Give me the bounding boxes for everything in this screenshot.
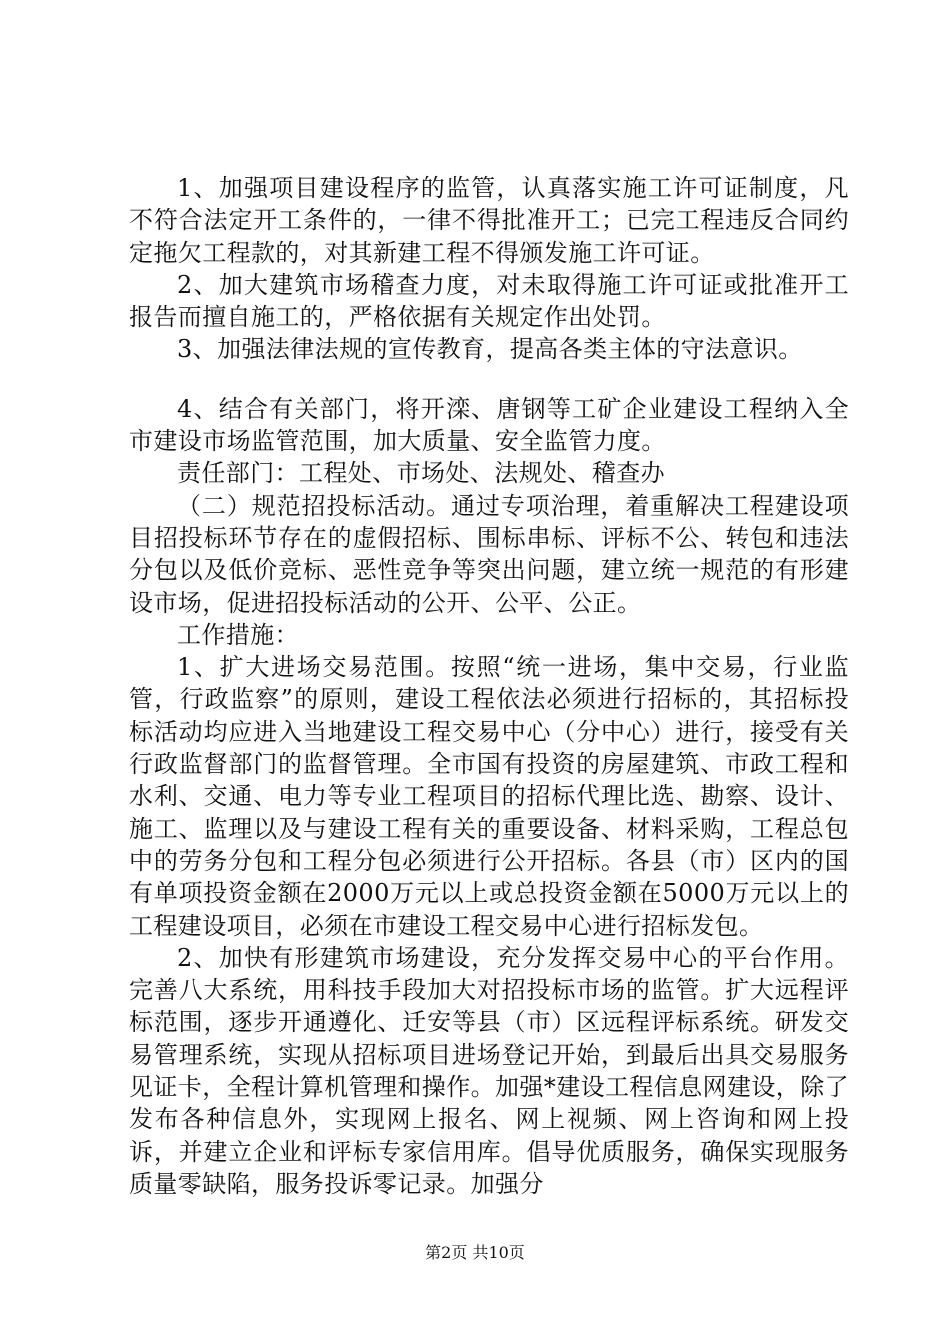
page-footer: 第2页 共10页 bbox=[425, 1243, 525, 1262]
paragraph-measure-2: 2、加大建筑市场稽查力度，对未取得施工许可证或批准开工报告而擅自施工的，严格依据有关规定作出处罚。 bbox=[129, 270, 849, 332]
paragraph-section-2: （二）规范招投标活动。通过专项治理，着重解决工程建设项目招投标环节存在的虚假招标、围标串标、评标不公、转包和违法分包以及低价竞标、恶性竞争等突出问题，建立统一规范的有形建设市场，促进招投标活动的公开、公平、公正。 bbox=[129, 491, 849, 617]
paragraph-work-measure-1: 1、扩大进场交易范围。按照“统一进场，集中交易，行业监管，行政监察”的原则，建设工程依法必须进行招标的，其招标投标活动均应进入当地建设工程交易中心（分中心）进行，接受有关行政监督部门的监督管理。全市国有投资的房屋建筑、市政工程和水利、交通、电力等专业工程项目的招标代理比选、勘察、设计、施工、监理以及与建设工程有关的重要设备、材料采购，工程总包中的劳务分包和工程分包必须进行公开招标。各县（市）区内的国有单项投资金额在2000万元以上或总投资金额在5000万元以上的工程建设项目，必须在市建设工程交易中心进行招标发包。 bbox=[129, 653, 849, 940]
paragraph-work-measure-2: 2、加快有形建筑市场建设，充分发挥交易中心的平台作用。完善八大系统，用科技手段加大对招投标市场的监管。扩大远程评标范围，逐步开通遵化、迁安等县（市）区远程评标系统。研发交易管理系统，实现从招标项目进场登记开始，到最后出具交易服务见证卡，全程计算机管理和操作。加强*建设工程信息网建设，除了发布各种信息外，实现网上报名、网上视频、网上咨询和网上投诉，并建立企业和评标专家信用库。倡导优质服务，确保实现服务质量零缺陷，服务投诉零记录。加强分 bbox=[129, 943, 849, 1198]
paragraph-responsible-departments: 责任部门：工程处、市场处、法规处、稽查办 bbox=[177, 459, 665, 488]
paragraph-measure-1: 1、加强项目建设程序的监管，认真落实施工许可证制度，凡不符合法定开工条件的，一律不得批准开工；已完工程违反合同约定拖欠工程款的，对其新建工程不得颁发施工许可证。 bbox=[129, 174, 849, 267]
paragraph-work-measures-heading: 工作措施： bbox=[177, 620, 299, 649]
document-body bbox=[129, 172, 849, 1200]
paragraph-measure-4: 4、结合有关部门，将开滦、唐钢等工矿企业建设工程纳入全市建设市场监管范围，加大质量、安全监管力度。 bbox=[129, 394, 849, 456]
paragraph-measure-3: 3、加强法律法规的宣传教育，提高各类主体的守法意识。 bbox=[177, 335, 803, 364]
